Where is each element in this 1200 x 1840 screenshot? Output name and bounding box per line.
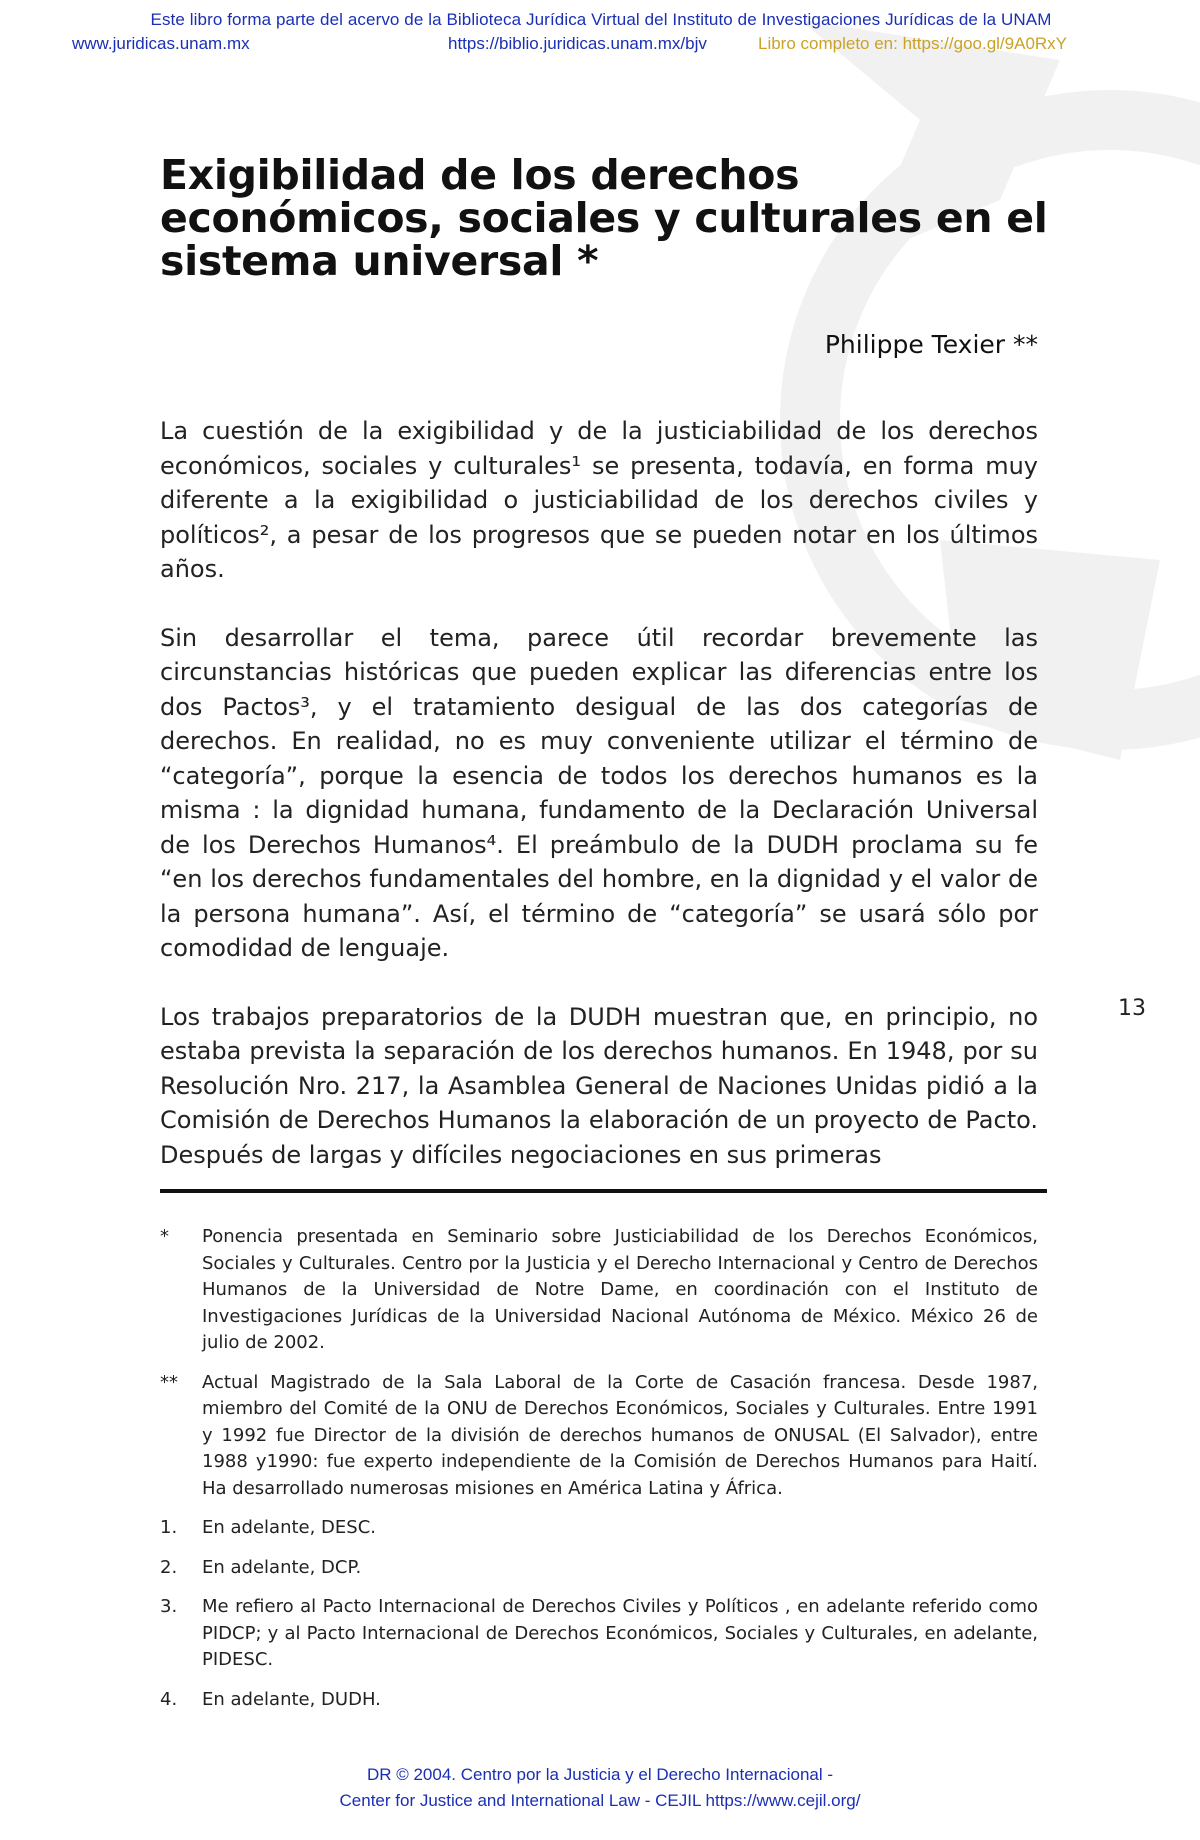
footnote-mark: 2. — [160, 1556, 178, 1578]
body-paragraph: Sin desarrollar el tema, parece útil recordar brevemente las circunstancias históricas que pueden explicar las diferencias entre los dos Pactos³, y el tratamiento desigual de las dos categorías de derechos. En realidad, no es muy conveniente utilizar el término de “categoría”, porque la esencia de todos los derechos humanos es la misma : la dignidad humana, fundamento de la Declaración Universal de los Derechos Humanos⁴. El preámbulo de la DUDH proclama su fe “en los derechos fundamentales del hombre, en la dignidad y el valor de la persona humana”. Así, el término de “categoría” se usará sólo por comodidad de lenguaje. — [160, 623, 1038, 962]
footnote-text: En adelante, DUDH. — [202, 1688, 381, 1710]
footnote-mark: 3. — [160, 1596, 178, 1617]
cejil-link[interactable]: Center for Justice and International Law - CEJIL https://www.cejil.org/ — [339, 1791, 861, 1810]
copyright-footer — [0, 1762, 1200, 1814]
footnote — [160, 1594, 1038, 1674]
article-title: Exigibilidad de los derechos económicos, sociales y culturales en el sistema universal * — [160, 151, 1048, 285]
juridicas-link[interactable]: www.juridicas.unam.mx — [72, 34, 250, 53]
footnote-text: Ponencia presentada en Seminario sobre Justiciabilidad de los Derechos Económicos, Sociales y Culturales. Centro por la Justicia y el Derecho Internacional y Centro de Derechos Humanos de la Universidad de Notre Dame, en coordinación con el Instituto de Investigaciones Jurídicas de la Universidad Nacional Autónoma de México. México 26 de julio de 2002. — [202, 1226, 1038, 1353]
footnote — [160, 1555, 1038, 1582]
footer-line: DR © 2004. Centro por la Justicia y el Derecho Internacional - — [366, 1765, 834, 1784]
body-paragraph: La cuestión de la exigibilidad y de la justiciabilidad de los derechos económicos, sociales y culturales¹ se presenta, todavía, en forma muy diferente a la exigibilidad o justiciabilidad de los derechos civiles y políticos², a pesar de los progresos que se pueden notar en los últimos años. — [160, 417, 1038, 583]
footnote-mark: 4. — [160, 1688, 178, 1710]
footnote-text: Actual Magistrado de la Sala Laboral de la Corte de Casación francesa. Desde 1987, miembro del Comité de la ONU de Derechos Económicos, Sociales y Culturales. Entre 1991 y 1992 fue Director de la división de derechos humanos de ONUSAL (El Salvador), entre 1988 y1990: fue experto independiente de la Comisión de Derechos Humanos para Haití. Ha desarrollado numerosas misiones en América Latina y África. — [202, 1371, 1038, 1499]
footnote-mark: * — [160, 1226, 169, 1247]
body-paragraph: Los trabajos preparatorios de la DUDH muestran que, en principio, no estaba prevista la separación de los derechos humanos. En 1948, por su Resolución Nro. 217, la Asamblea General de Naciones Unidas pidió a la Comisión de Derechos Humanos la elaboración de un proyecto de Pacto. Después de largas y difíciles negociaciones en sus primeras — [160, 1002, 1038, 1169]
footnote-text: En adelante, DESC. — [202, 1517, 376, 1538]
full-book-link[interactable]: Libro completo en: https://goo.gl/9A0RxY — [758, 34, 1068, 53]
article-author: Philippe Texier ** — [824, 330, 1038, 359]
footnote — [160, 1515, 1038, 1542]
footnote-mark: ** — [160, 1371, 178, 1393]
footnote-separator — [160, 1189, 1047, 1193]
repository-header — [72, 8, 1130, 56]
footnote-mark: 1. — [160, 1517, 178, 1538]
footnote-text: En adelante, DCP. — [202, 1556, 362, 1578]
biblio-link[interactable]: https://biblio.juridicas.unam.mx/bjv — [448, 34, 707, 53]
footnote — [160, 1370, 1038, 1503]
footnote — [160, 1224, 1038, 1357]
page-number: 13 — [1118, 996, 1146, 1021]
footnotes — [160, 1224, 1038, 1726]
repository-notice: Este libro forma parte del acervo de la Biblioteca Jurídica Virtual del Instituto de Investigaciones Jurídicas de la UNAM — [150, 10, 1052, 29]
footnote — [160, 1687, 1038, 1714]
article-body — [160, 414, 1038, 1206]
footnote-text: Me refiero al Pacto Internacional de Derechos Civiles y Políticos , en adelante referido como PIDCP; y al Pacto Internacional de Derechos Económicos, Sociales y Culturales, en adelante, PIDESC. — [202, 1596, 1038, 1670]
